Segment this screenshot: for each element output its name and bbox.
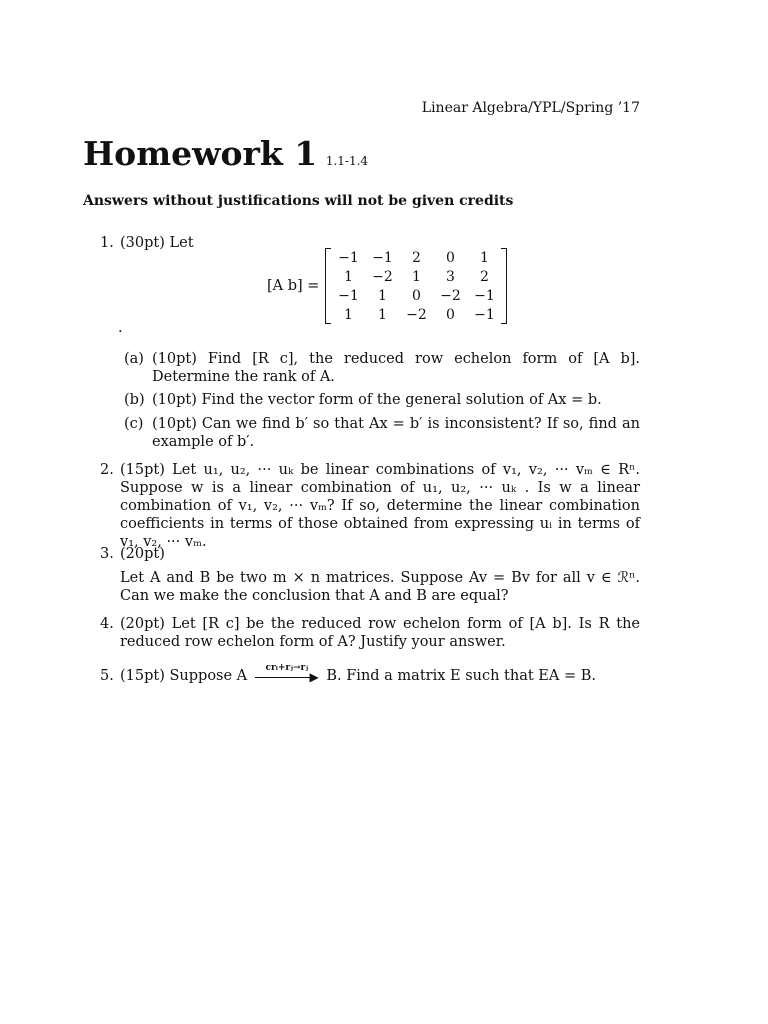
matrix-cell: −1 (474, 306, 495, 323)
problem-number: 2. (100, 462, 114, 478)
subpart-label: (b) (124, 392, 145, 408)
problem-intro: Let (169, 235, 194, 251)
trailing-period: . (118, 320, 123, 336)
subpart-a (124, 350, 640, 386)
arrow-line (255, 677, 313, 678)
matrix-row (331, 267, 501, 286)
matrix-cell: −1 (338, 249, 359, 266)
matrix-cell: −2 (406, 306, 427, 323)
matrix-cell: −1 (474, 287, 495, 304)
subpart-text: (10pt) Find [R c], the reduced row echelon form of [A b]. Determine the rank of A. (152, 351, 640, 385)
matrix-row (331, 286, 501, 305)
matrix-cell: 2 (411, 249, 421, 266)
problem-points: (20pt) (120, 546, 165, 562)
problem-points: (30pt) (120, 235, 165, 251)
matrix-label: [A b] = (267, 278, 320, 294)
matrix-cell: −1 (372, 249, 393, 266)
problem-number: 5. (100, 668, 114, 684)
problem-text: Let A and B be two m × n matrices. Suppose Av = Bv for all v ∈ ℛⁿ. Can we make the conclusion that A and B are equal? (120, 570, 640, 604)
matrix-cell: −1 (338, 287, 359, 304)
arrow-head-icon: ▶ (309, 670, 319, 684)
problem-4 (100, 615, 640, 651)
matrix-cell: 1 (377, 287, 387, 304)
matrix-cell: 2 (479, 268, 489, 285)
row-operation-label: crᵢ+rⱼ→rⱼ (265, 663, 309, 673)
matrix-cell: 0 (411, 287, 421, 304)
homework-title: Homework 1 (83, 134, 318, 173)
instructions: Answers without justifications will not be given credits (83, 193, 514, 209)
matrix-cell: −2 (440, 287, 461, 304)
subpart-text: (10pt) Can we find b′ so that Ax = b′ is inconsistent? If so, find an example of b′. (152, 416, 640, 450)
problem-number: 1. (100, 235, 114, 251)
matrix-cell: 0 (445, 249, 455, 266)
matrix-cell: −2 (372, 268, 393, 285)
subpart-c (124, 415, 640, 451)
problem-number: 4. (100, 616, 114, 632)
augmented-matrix (267, 248, 507, 324)
subpart-label: (c) (124, 416, 144, 432)
matrix-cell: 1 (343, 306, 353, 323)
subpart-b (124, 391, 640, 409)
page-title (83, 134, 368, 173)
problem-text-after: B. Find a matrix E such that EA = B. (326, 668, 596, 684)
matrix-cell: 0 (445, 306, 455, 323)
matrix-cell: 1 (343, 268, 353, 285)
section-range: 1.1-1.4 (325, 154, 369, 168)
matrix-row (331, 248, 501, 267)
matrix-cell: 1 (411, 268, 421, 285)
matrix-cell: 1 (479, 249, 489, 266)
problem-number: 3. (100, 546, 114, 562)
subpart-text: (10pt) Find the vector form of the general solution of Ax = b. (152, 392, 602, 408)
matrix-cell: 3 (445, 268, 455, 285)
problem-2 (100, 461, 640, 551)
matrix-brackets (325, 248, 507, 324)
problem-text: (15pt) Let u₁, u₂, ··· uₖ be linear combinations of v₁, v₂, ··· vₘ ∈ Rⁿ. Suppose w is a linear combination of u₁, u₂, ··· uₖ . Is w a linear combination of v₁, v₂, ··· vₘ? If so, determine the linear combination coefficients in terms of those obtained from expressing uᵢ in terms of v₁, v₂, ··· vₘ. (120, 462, 640, 550)
problem-3 (100, 545, 640, 605)
problem-text: (20pt) Let [R c] be the reduced row echelon form of [A b]. Is R the reduced row echelon form of A? Justify your answer. (120, 616, 640, 650)
row-operation-arrow (255, 663, 319, 684)
problem-5 (100, 663, 640, 685)
course-header: Linear Algebra/YPL/Spring ’17 (421, 100, 640, 116)
problem-text-before: (15pt) Suppose A (120, 668, 248, 684)
matrix-cell: 1 (377, 306, 387, 323)
subpart-label: (a) (124, 351, 144, 367)
matrix-row (331, 305, 501, 324)
